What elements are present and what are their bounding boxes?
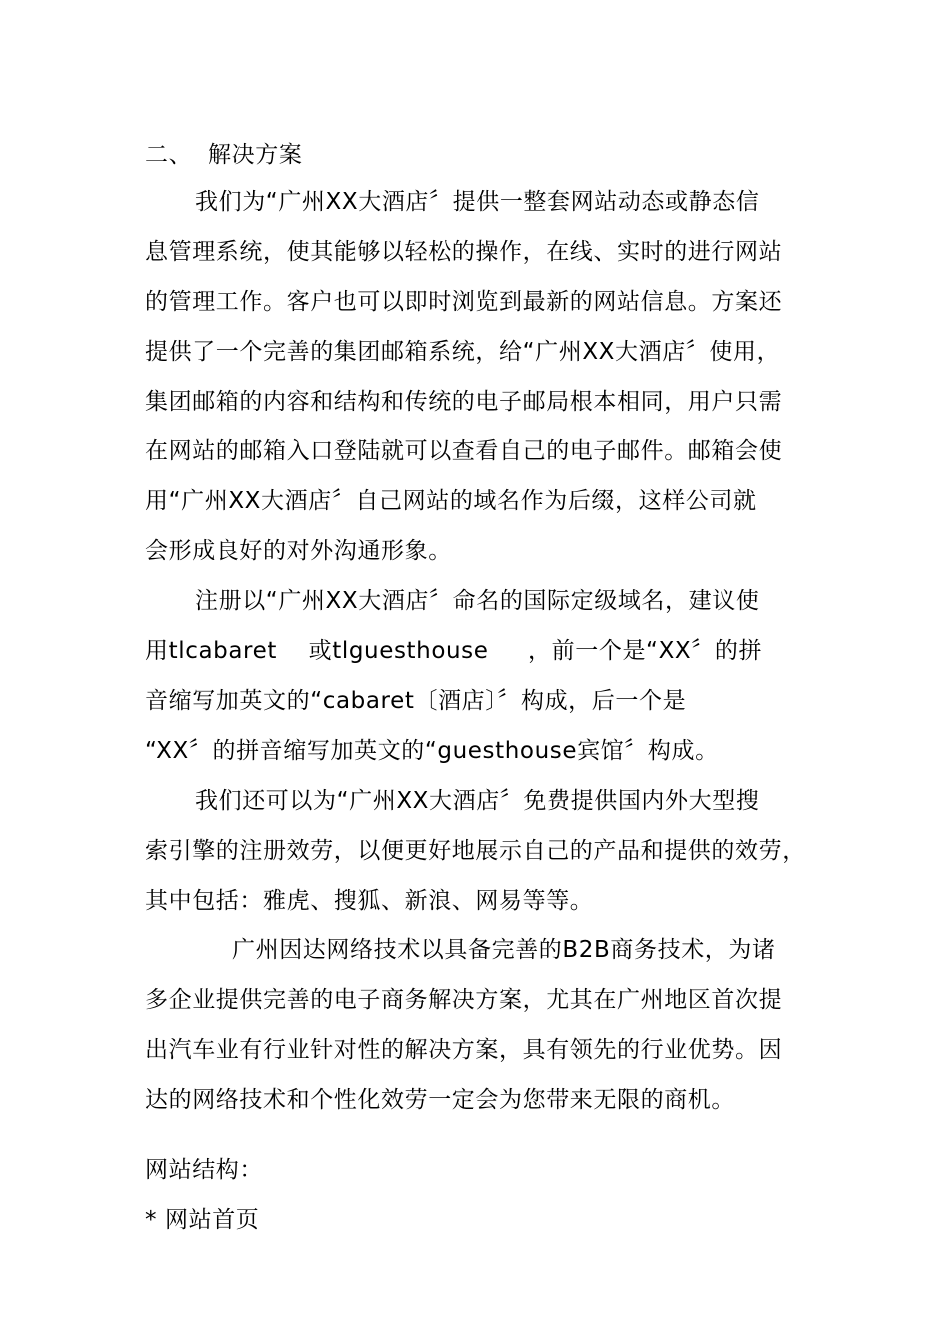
paragraph-line: 我们还可以为“广州XX大酒店〞免费提供国内外大型搜 xyxy=(195,788,760,814)
structure-title: 网站结构： xyxy=(145,1157,263,1183)
paragraph-line: 索引擎的注册效劳，以便更好地展示自己的产品和提供的效劳， xyxy=(145,838,806,864)
paragraph-line: 在网站的邮箱入口登陆就可以查看自己的电子邮件。邮箱会使 xyxy=(145,438,783,464)
paragraph-line: 多企业提供完善的电子商务解决方案，尤其在广州地区首次提 xyxy=(145,987,783,1013)
paragraph-line: 息管理系统，使其能够以轻松的操作，在线、实时的进行网站 xyxy=(145,239,783,265)
paragraph-line: 会形成良好的对外沟通形象。 xyxy=(145,538,452,564)
paragraph-line: 注册以“广州XX大酒店〞命名的国际定级域名，建议使 xyxy=(195,588,760,614)
paragraph-line: 集团邮箱的内容和结构和传统的电子邮局根本相同，用户只需 xyxy=(145,389,783,415)
paragraph-line: 出汽车业有行业针对性的解决方案，具有领先的行业优势。因 xyxy=(145,1037,783,1063)
paragraph-line: 提供了一个完善的集团邮箱系统，给“广州XX大酒店〞使用， xyxy=(145,339,781,365)
paragraph-line: 我们为“广州XX大酒店〞提供一整套网站动态或静态信 xyxy=(195,189,760,215)
structure-item: * 网站首页 xyxy=(145,1207,260,1233)
section-heading: 二、 解决方案 xyxy=(145,142,303,168)
paragraph-line: 的管理工作。客户也可以即时浏览到最新的网站信息。方案还 xyxy=(145,289,783,315)
paragraph-line: 用tlcabaret 或tlguesthouse ，前一个是“XX〞的拼 xyxy=(145,638,763,664)
paragraph-line: 广州因达网络技术以具备完善的B2B商务技术，为诸 xyxy=(232,937,776,963)
paragraph-line: 达的网络技术和个性化效劳一定会为您带来无限的商机。 xyxy=(145,1087,735,1113)
paragraph-line: 音缩写加英文的“cabaret〔酒店〕〞构成，后一个是 xyxy=(145,688,687,714)
paragraph-line: 用“广州XX大酒店〞自己网站的域名作为后缀，这样公司就 xyxy=(145,488,757,514)
paragraph-line: 其中包括：雅虎、搜狐、新浪、网易等等。 xyxy=(145,888,594,914)
paragraph-line: “XX〞的拼音缩写加英文的“guesthouse宾馆〞构成。 xyxy=(145,738,719,764)
